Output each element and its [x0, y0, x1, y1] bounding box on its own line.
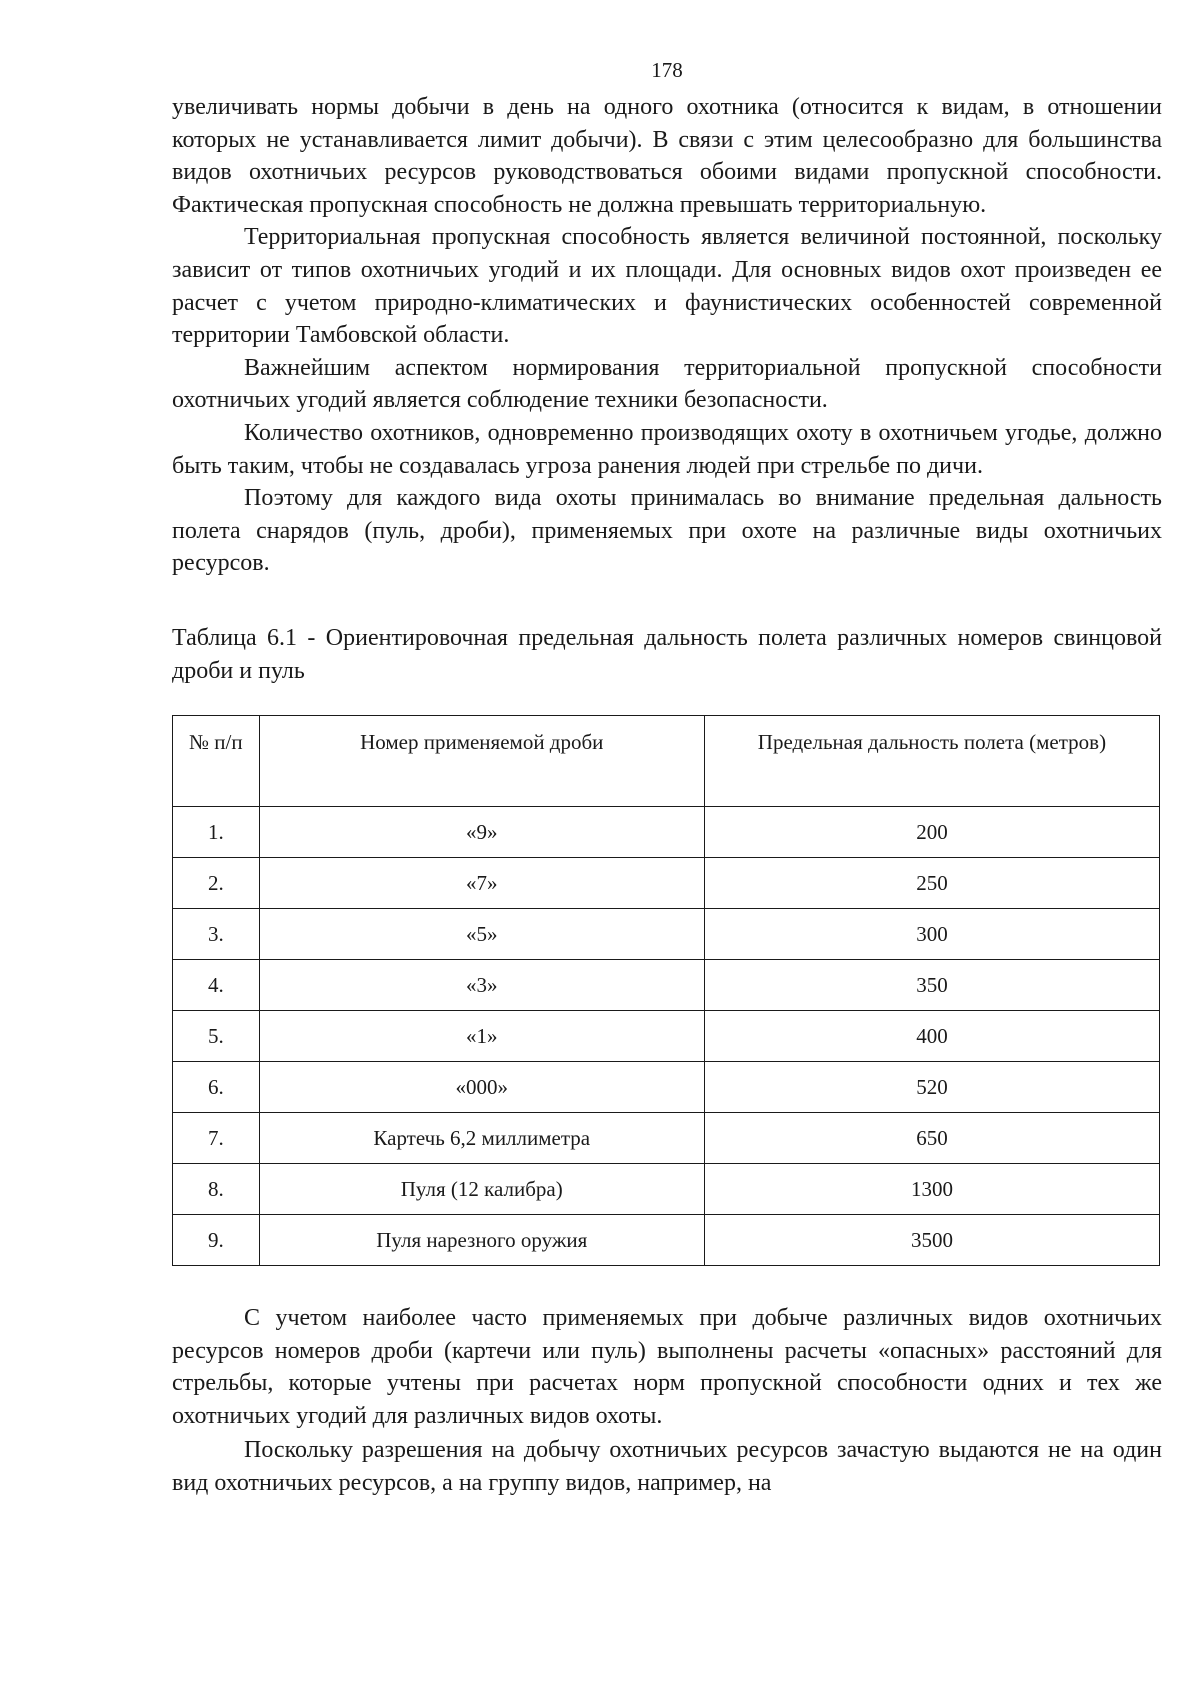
cell-shot: Картечь 6,2 миллиметра — [259, 1113, 704, 1164]
cell-range: 520 — [704, 1062, 1159, 1113]
cell-range: 400 — [704, 1011, 1159, 1062]
cell-index: 8. — [173, 1164, 260, 1215]
cell-shot: «1» — [259, 1011, 704, 1062]
cell-shot: «000» — [259, 1062, 704, 1113]
table-row — [173, 1215, 1160, 1266]
cell-index: 3. — [173, 909, 260, 960]
cell-index: 2. — [173, 858, 260, 909]
cell-range: 300 — [704, 909, 1159, 960]
table-row — [173, 858, 1160, 909]
cell-range: 350 — [704, 960, 1159, 1011]
paragraph-hunter-count: Количество охотников, одновременно производящих охоту в охотничьем угодье, должно быть таким, чтобы не создавалась угроза ранения людей при стрельбе по дичи. — [172, 419, 1162, 479]
table-row — [173, 1113, 1160, 1164]
cell-range: 1300 — [704, 1164, 1159, 1215]
cell-shot: Пуля (12 калибра) — [259, 1164, 704, 1215]
table-row — [173, 1062, 1160, 1113]
paragraph-range-consideration: Поэтому для каждого вида охоты принималась во внимание предельная дальность полета снарядов (пуль, дроби), применяемых при охоте на различные виды охотничьих ресурсов. — [172, 485, 1162, 577]
table-row — [173, 807, 1160, 858]
table-caption: Таблица 6.1 - Ориентировочная предельная дальность полета различных номеров свинцовой дроби и пуль — [172, 624, 1162, 684]
page-number: 178 — [651, 58, 683, 82]
document-page — [172, 58, 1162, 1500]
cell-shot: «3» — [259, 960, 704, 1011]
cell-shot: «7» — [259, 858, 704, 909]
cell-index: 4. — [173, 960, 260, 1011]
paragraph-danger-distances: С учетом наиболее часто применяемых при добыче различных видов охотничьих ресурсов номеров дроби (картечи или пуль) выполнены расчеты «опасных» расстояний для стрельбы, которые учтены при расчетах норм пропускной способности одних и тех же охотничьих угодий для различных видов охоты. — [172, 1305, 1162, 1429]
cell-shot: «9» — [259, 807, 704, 858]
table-row — [173, 960, 1160, 1011]
cell-index: 6. — [173, 1062, 260, 1113]
paragraph-territorial-capacity: Территориальная пропускная способность является величиной постоянной, поскольку зависит от типов охотничьих угодий и их площади. Для основных видов охот произведен ее расчет с учетом природно-климатических и фаунистических особенностей современной территории Тамбовской области. — [172, 224, 1162, 349]
cell-shot: Пуля нарезного оружия — [259, 1215, 704, 1266]
table-row — [173, 1164, 1160, 1215]
paragraph-continuation: увеличивать нормы добычи в день на одного охотника (относится к видам, в отношении которых не устанавливается лимит добычи). В связи с этим целесообразно для большинства видов охотничьих ресурсов руководствоваться обоими видами пропускной способности. Фактическая пропускная способность не должна превышать территориальную. — [172, 94, 1162, 218]
cell-index: 1. — [173, 807, 260, 858]
cell-range: 250 — [704, 858, 1159, 909]
table-row — [173, 1011, 1160, 1062]
cell-index: 5. — [173, 1011, 260, 1062]
cell-range: 200 — [704, 807, 1159, 858]
cell-index: 9. — [173, 1215, 260, 1266]
header-max-range: Предельная дальность полета (метров) — [704, 716, 1159, 807]
header-number: № п/п — [173, 716, 260, 807]
table-row — [173, 909, 1160, 960]
table-header-row — [173, 716, 1160, 807]
paragraph-permits: Поскольку разрешения на добычу охотничьих ресурсов зачастую выдаются не на один вид охотничьих ресурсов, а на группу видов, например, на — [172, 1437, 1162, 1497]
shot-range-table — [172, 715, 1160, 1266]
cell-index: 7. — [173, 1113, 260, 1164]
cell-range: 3500 — [704, 1215, 1159, 1266]
cell-range: 650 — [704, 1113, 1159, 1164]
paragraph-safety-aspect: Важнейшим аспектом нормирования территориальной пропускной способности охотничьих угодий является соблюдение техники безопасности. — [172, 354, 1162, 414]
header-shot-number: Номер применяемой дроби — [259, 716, 704, 807]
cell-shot: «5» — [259, 909, 704, 960]
